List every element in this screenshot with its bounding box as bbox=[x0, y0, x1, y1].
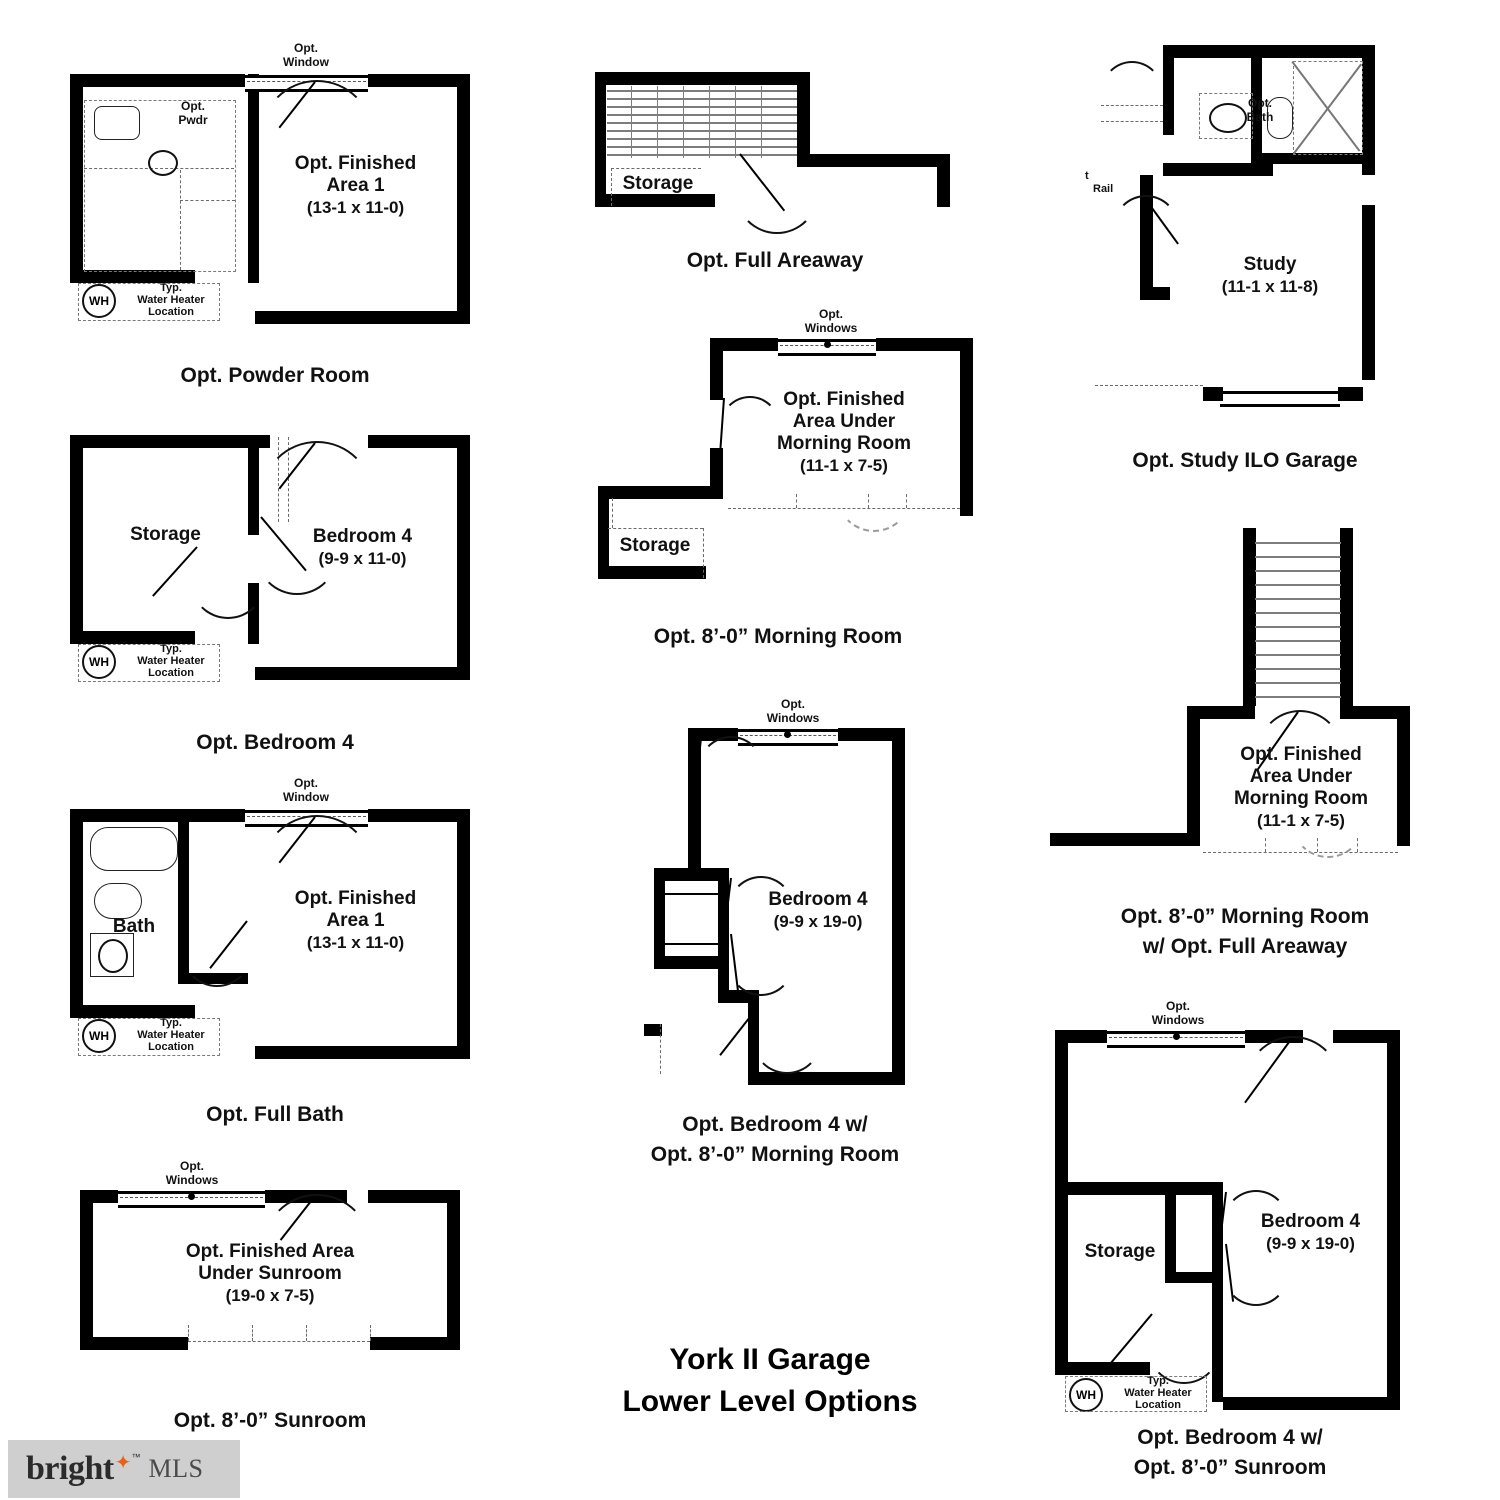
opt-windows-label-2: Windows bbox=[766, 711, 820, 725]
caption-bedroom-4-sunroom-line2: Opt. 8’-0” Sunroom bbox=[1133, 1456, 1327, 1479]
bottom-open-left bbox=[188, 1325, 189, 1341]
room-dimensions: (9-9 x 19-0) bbox=[773, 912, 863, 931]
wh-label-3: Location bbox=[1135, 1399, 1181, 1411]
opt-windows-label-1: Opt. bbox=[1166, 999, 1190, 1013]
wall-bottom-extension bbox=[797, 154, 950, 167]
wall-right bbox=[960, 338, 973, 516]
bottom-dash bbox=[1203, 852, 1398, 853]
wh-label-1: Typ. bbox=[160, 1017, 182, 1029]
stair-rail bbox=[709, 86, 710, 158]
opt-windows-label-1: Opt. bbox=[781, 697, 805, 711]
caption-study-ilo-garage: Opt. Study ILO Garage bbox=[1132, 449, 1358, 472]
storage-dash-top bbox=[611, 168, 701, 169]
wh-label-3: Location bbox=[148, 1041, 194, 1053]
wall-bottom-right-stub bbox=[1338, 387, 1363, 401]
caption-powder-room: Opt. Powder Room bbox=[180, 364, 370, 387]
window-mullion-dot bbox=[1173, 1033, 1180, 1040]
opt-windows-label-1: Opt. bbox=[819, 307, 843, 321]
stair-tread bbox=[607, 90, 797, 92]
wh-label-2: Water Heater bbox=[137, 1029, 205, 1041]
stair-tread bbox=[607, 98, 797, 100]
bright-mls-logo bbox=[8, 1440, 240, 1498]
stair-tread bbox=[607, 122, 797, 124]
closet-marker-2 bbox=[662, 943, 718, 945]
opt-pwdr-label-2: Pwdr bbox=[178, 113, 208, 127]
plan-morning-room-areaway bbox=[1045, 528, 1410, 858]
wall-left bbox=[1055, 1030, 1068, 1375]
rail-label-2: Rail bbox=[1093, 183, 1114, 195]
wh-label-2: Water Heater bbox=[1124, 1387, 1192, 1399]
wall-bottom-left bbox=[1055, 1362, 1150, 1375]
room-dimensions: (11-1 x 7-5) bbox=[800, 456, 888, 475]
door-arc-study bbox=[1113, 195, 1179, 261]
bottom-open-mid bbox=[252, 1325, 253, 1341]
stair-tread bbox=[607, 138, 797, 140]
sink-bowl bbox=[98, 939, 128, 973]
stair-tread bbox=[607, 106, 797, 108]
wall-right bbox=[1387, 1030, 1400, 1410]
caption-morning-room-areaway-line1: Opt. 8’-0” Morning Room bbox=[1120, 905, 1370, 928]
caption-bedroom-4-sunroom-line1: Opt. Bedroom 4 w/ bbox=[1137, 1426, 1323, 1449]
caption-morning-room-areaway-line2: w/ Opt. Full Areaway bbox=[1142, 935, 1348, 958]
room-name-line1: Opt. Finished Area bbox=[185, 1241, 355, 1262]
front-window bbox=[1220, 391, 1340, 407]
logo-trademark: ™ bbox=[131, 1452, 141, 1462]
caption-bedroom-4: Opt. Bedroom 4 bbox=[196, 731, 354, 754]
bottom-open-mid2 bbox=[306, 1325, 307, 1341]
rail-label-1: t bbox=[1085, 170, 1089, 182]
wall-bottom-left bbox=[598, 566, 706, 579]
wall-left bbox=[70, 74, 83, 282]
wall-far-left bbox=[598, 486, 609, 578]
stair-wall-right bbox=[1340, 528, 1353, 706]
wall-inner-vert-2 bbox=[1165, 1182, 1176, 1282]
wall-left-upper bbox=[710, 338, 723, 400]
stair-rail bbox=[657, 86, 658, 158]
door-leaf-storage bbox=[1110, 1313, 1153, 1363]
opt-window-label-1: Opt. bbox=[294, 776, 318, 790]
wall-bottom-left bbox=[1140, 287, 1170, 300]
room-name-line1: Opt. Finished bbox=[294, 888, 417, 909]
wall-bottom bbox=[748, 1072, 905, 1085]
room-name-line1: Opt. Finished bbox=[1240, 744, 1362, 765]
room-name-line2: Area Under bbox=[1249, 766, 1353, 787]
vanity-shape bbox=[94, 106, 140, 140]
bottom-dash-v1 bbox=[1265, 838, 1266, 852]
page-title-line2: Lower Level Options bbox=[622, 1385, 918, 1418]
bottom-opening-dash bbox=[188, 1341, 370, 1342]
wall-inner-vertical bbox=[248, 435, 259, 535]
caption-bedroom-4-morning-room-line2: Opt. 8’-0” Morning Room bbox=[650, 1143, 900, 1166]
wh-label-1: Typ. bbox=[1147, 1375, 1169, 1387]
wh-label-2: Water Heater bbox=[137, 655, 205, 667]
room-name-line3: Morning Room bbox=[1233, 788, 1369, 809]
logo-word-mls: MLS bbox=[148, 1454, 204, 1483]
storage-dash-left bbox=[612, 498, 613, 528]
room-dimensions: (11-1 x 7-5) bbox=[1257, 811, 1345, 830]
wh-label-3: Location bbox=[148, 306, 194, 318]
wall-top-right bbox=[368, 809, 470, 822]
room-dimensions: (13-1 x 11-0) bbox=[306, 198, 405, 217]
stair-tread bbox=[1255, 696, 1341, 698]
stair-wall-left bbox=[1243, 528, 1256, 706]
wh-label-2: Water Heater bbox=[137, 294, 205, 306]
stair-tread bbox=[1255, 640, 1341, 642]
stair-tread bbox=[607, 130, 797, 132]
stair-tread bbox=[1255, 682, 1341, 684]
wall-top bbox=[1163, 45, 1375, 58]
door-arc-storage bbox=[190, 543, 266, 619]
front-dash bbox=[1095, 385, 1203, 386]
plan-full-bath bbox=[70, 776, 470, 1055]
pwdr-door-dash bbox=[180, 200, 235, 201]
stair-tread bbox=[1255, 612, 1341, 614]
caption-sunroom: Opt. 8’-0” Sunroom bbox=[173, 1409, 367, 1432]
room-dimensions: (9-9 x 19-0) bbox=[1266, 1234, 1355, 1253]
wh-label-1: Typ. bbox=[160, 282, 182, 294]
wall-top bbox=[595, 72, 808, 85]
room-name-line2: Under Sunroom bbox=[198, 1263, 342, 1284]
pwdr-wall-dash bbox=[180, 170, 181, 270]
caption-full-bath: Opt. Full Bath bbox=[206, 1103, 344, 1126]
storage-label: Storage bbox=[622, 173, 694, 194]
wall-top-left bbox=[70, 74, 245, 87]
water-heater-icon: WH bbox=[82, 645, 116, 679]
plan-bedroom-4 bbox=[70, 435, 470, 680]
opt-bath-label-2: Bath bbox=[1246, 110, 1274, 124]
stair-tread bbox=[607, 146, 797, 148]
wall-mid-horizontal bbox=[1163, 163, 1273, 176]
caption-morning-room: Opt. 8’-0” Morning Room bbox=[653, 625, 903, 648]
bottom-open-right bbox=[370, 1325, 371, 1341]
closet-marker bbox=[662, 893, 718, 895]
storage-label: Storage bbox=[1084, 1241, 1156, 1262]
room-name: Bedroom 4 bbox=[768, 889, 868, 910]
wall-bottom-right bbox=[255, 1046, 470, 1059]
opt-pwdr-label-1: Opt. bbox=[181, 99, 205, 113]
opt-bath-label-1: Opt. bbox=[1248, 96, 1272, 110]
door-arc-storage bbox=[1147, 1310, 1221, 1384]
window-mullion-dot bbox=[784, 731, 791, 738]
stair-tread bbox=[1255, 542, 1341, 544]
stair-arc bbox=[1101, 61, 1163, 123]
plan-morning-room bbox=[568, 307, 973, 578]
room-dimensions: (11-1 x 11-8) bbox=[1221, 277, 1319, 296]
wall-left bbox=[80, 1190, 93, 1350]
opt-windows-label-2: Windows bbox=[165, 1173, 219, 1187]
storage-label: Storage bbox=[130, 524, 201, 545]
wall-bottom-right bbox=[370, 1337, 460, 1350]
stair-tread bbox=[1255, 584, 1341, 586]
wh-label-1: Typ. bbox=[160, 643, 182, 655]
caption-full-areaway: Opt. Full Areaway bbox=[686, 249, 864, 272]
stair-rail bbox=[735, 86, 736, 158]
wall-right bbox=[447, 1190, 460, 1350]
bath-label: Bath bbox=[112, 916, 156, 937]
bathtub bbox=[90, 827, 178, 871]
stair-tread bbox=[1255, 626, 1341, 628]
opt-window-label-2: Window bbox=[283, 790, 329, 804]
wh-label-3: Location bbox=[148, 667, 194, 679]
room-name-line3: Morning Room bbox=[776, 433, 912, 454]
opt-window-label-1: Opt. bbox=[294, 41, 318, 55]
room-name-line1: Opt. Finished bbox=[294, 153, 417, 174]
water-heater-icon: WH bbox=[1069, 1378, 1103, 1412]
wall-inner-horizontal bbox=[1068, 1182, 1223, 1195]
stair-tread bbox=[1255, 598, 1341, 600]
water-heater-icon: WH bbox=[82, 1019, 116, 1053]
room-name: Bedroom 4 bbox=[312, 526, 413, 547]
opt-windows-label-2: Windows bbox=[804, 321, 858, 335]
room-name: Bedroom 4 bbox=[1260, 1211, 1361, 1232]
wall-right bbox=[1397, 706, 1410, 846]
window-mullion-dot bbox=[824, 341, 831, 348]
toilet bbox=[94, 883, 142, 919]
plan-bedroom-4-sunroom bbox=[1055, 999, 1400, 1411]
stair-rail bbox=[631, 86, 632, 158]
plan-study-ilo-garage bbox=[1085, 45, 1375, 420]
stair-tread bbox=[607, 114, 797, 116]
water-heater-icon: WH bbox=[82, 284, 116, 318]
storage-dash-top bbox=[608, 528, 703, 529]
wall-left bbox=[70, 809, 83, 1017]
bottom-dash-v1 bbox=[796, 494, 797, 508]
room-name-line2: Area 1 bbox=[326, 910, 385, 931]
room-name: Study bbox=[1243, 254, 1297, 275]
wall-right-vert bbox=[797, 72, 810, 154]
wall-bottom-right bbox=[255, 667, 470, 680]
wall-far-left bbox=[654, 868, 665, 968]
stair-rail bbox=[683, 86, 684, 158]
plan-bedroom-4-morning-room bbox=[640, 697, 905, 1083]
plan-powder-room bbox=[70, 41, 470, 320]
door-arc-top bbox=[698, 736, 764, 802]
stair-tread bbox=[1255, 654, 1341, 656]
wall-left bbox=[70, 435, 83, 643]
door-arc-bottom bbox=[752, 1004, 822, 1074]
stair-tread bbox=[1255, 668, 1341, 670]
wall-top-left bbox=[70, 435, 270, 448]
plan-sunroom bbox=[80, 1159, 460, 1350]
plan-full-areaway bbox=[595, 72, 950, 207]
wall-bottom-right bbox=[1223, 1397, 1400, 1410]
wall-left-extend bbox=[598, 486, 723, 499]
stair-tread bbox=[1255, 556, 1341, 558]
window-mullion-dot bbox=[188, 1193, 195, 1200]
wall-bottom-left-stub bbox=[1203, 387, 1223, 401]
opt-window-label-2: Window bbox=[283, 55, 329, 69]
wall-right-end bbox=[937, 154, 950, 207]
room-dimensions: (9-9 x 11-0) bbox=[318, 549, 407, 568]
wall-top-left bbox=[70, 809, 245, 822]
room-name-line1: Opt. Finished bbox=[783, 389, 905, 410]
wall-left-extend bbox=[1050, 833, 1200, 846]
stair-rail bbox=[761, 86, 762, 158]
wall-bottom-right bbox=[255, 311, 470, 324]
wall-top-right bbox=[368, 74, 470, 87]
stair-tread bbox=[1255, 570, 1341, 572]
room-dimensions: (19-0 x 7-5) bbox=[225, 1286, 315, 1305]
stub-dash bbox=[660, 1024, 661, 1074]
wall-bottom-left bbox=[595, 194, 715, 207]
wall-bottom-left bbox=[80, 1337, 188, 1350]
caption-bedroom-4-morning-room-line1: Opt. Bedroom 4 w/ bbox=[682, 1113, 868, 1136]
opt-windows-label-1: Opt. bbox=[180, 1159, 204, 1173]
wall-top-mid bbox=[876, 338, 972, 351]
storage-label: Storage bbox=[619, 535, 691, 556]
logo-word-bright: bright bbox=[26, 1450, 114, 1487]
page-title-line1: York II Garage bbox=[669, 1343, 871, 1376]
room-dimensions: (13-1 x 11-0) bbox=[306, 933, 405, 952]
opt-windows-label-2: Windows bbox=[1151, 1013, 1205, 1027]
sink-circle bbox=[148, 150, 178, 176]
room-name-line2: Area Under bbox=[792, 411, 896, 432]
room-name-line2: Area 1 bbox=[326, 175, 385, 196]
wall-inner-left bbox=[1163, 45, 1174, 135]
wall-left bbox=[1187, 706, 1200, 846]
logo-star-icon: ✦ bbox=[114, 1451, 132, 1474]
wall-top-right bbox=[368, 435, 470, 448]
